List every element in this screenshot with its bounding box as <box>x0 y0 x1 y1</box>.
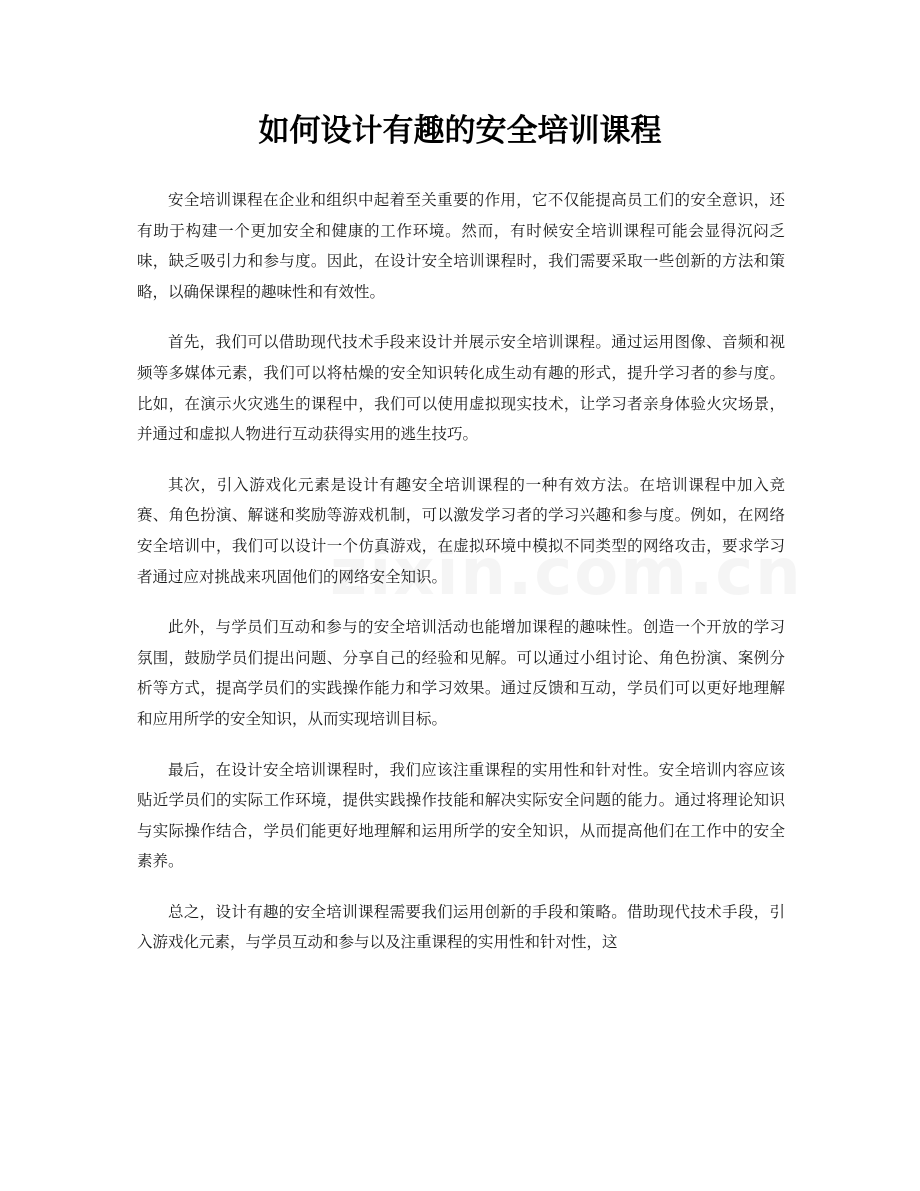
paragraph-1: 安全培训课程在企业和组织中起着至关重要的作用，它不仅能提高员工们的安全意识，还有助于构建一个更加安全和健康的工作环境。然而，有时候安全培训课程可能会显得沉闷乏味，缺乏吸引力和参与度。因此，在设计安全培训课程时，我们需要采取一些创新的方法和策略，以确保课程的趣味性和有效性。 <box>137 191 785 301</box>
paragraph-6: 总之，设计有趣的安全培训课程需要我们运用创新的手段和策略。借助现代技术手段，引入游戏化元素，与学员互动和参与以及注重课程的实用性和针对性，这 <box>137 902 785 952</box>
document-body <box>137 185 785 978</box>
paragraph-4: 此外，与学员们互动和参与的安全培训活动也能增加课程的趣味性。创造一个开放的学习氛围，鼓励学员们提出问题、分享自己的经验和见解。可以通过小组讨论、角色扮演、案例分析等方式，提高学员们的实践操作能力和学习效果。通过反馈和互动，学员们可以更好地理解和应用所学的安全知识，从而实现培训目标。 <box>137 618 785 728</box>
paragraph-5: 最后，在设计安全培训课程时，我们应该注重课程的实用性和针对性。安全培训内容应该贴近学员们的实际工作环境，提供实践操作技能和解决实际安全问题的能力。通过将理论知识与实际操作结合，学员们能更好地理解和运用所学的安全知识，从而提高他们在工作中的安全素养。 <box>137 760 785 871</box>
paragraph-2: 首先，我们可以借助现代技术手段来设计并展示安全培训课程。通过运用图像、音频和视频等多媒体元素，我们可以将枯燥的安全知识转化成生动有趣的形式，提升学习者的参与度。比如，在演示火灾逃生的课程中，我们可以使用虚拟现实技术，让学习者亲身体验火灾场景，并通过和虚拟人物进行互动获得实用的逃生技巧。 <box>137 333 785 444</box>
document-title: 如何设计有趣的安全培训课程 <box>258 113 662 149</box>
paragraph-3: 其次，引入游戏化元素是设计有趣安全培训课程的一种有效方法。在培训课程中加入竞赛、角色扮演、解谜和奖励等游戏机制，可以激发学习者的学习兴趣和参与度。例如，在网络安全培训中，我们可以设计一个仿真游戏，在虚拟环境中模拟不同类型的网络攻击，要求学习者通过应对挑战来巩固他们的网络安全知识。 <box>137 475 785 586</box>
